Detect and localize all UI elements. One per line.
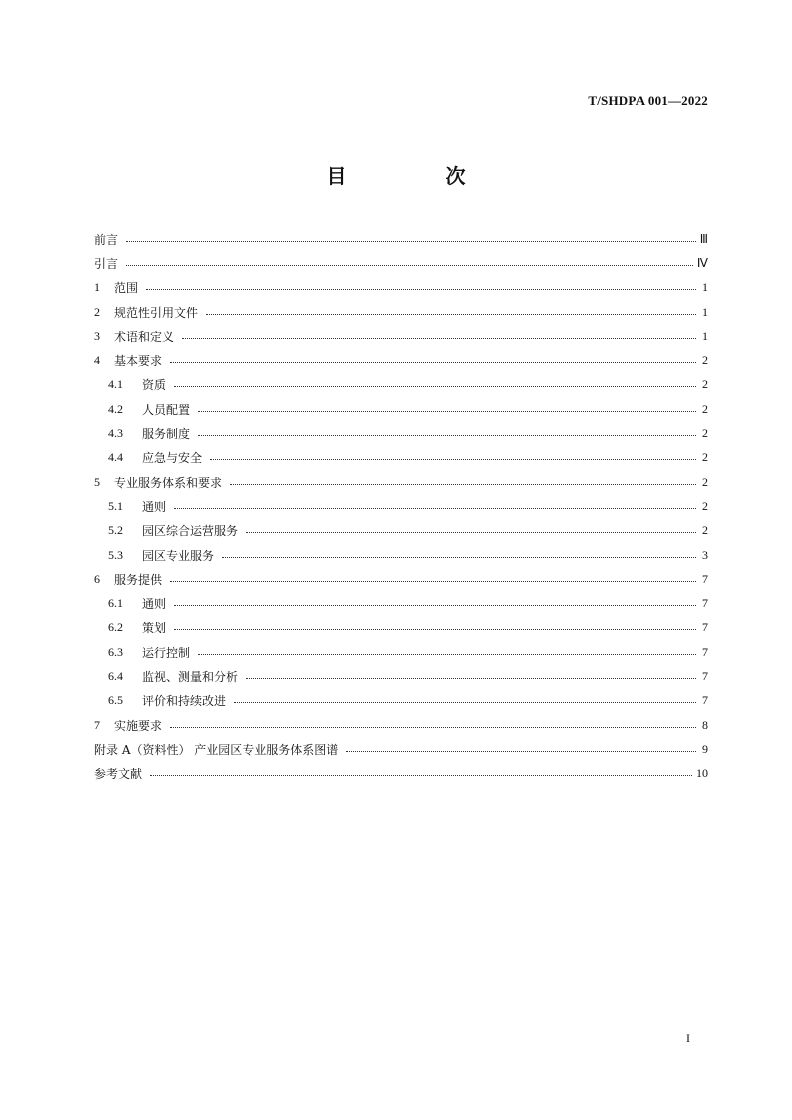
toc-dot-leader — [174, 508, 696, 509]
toc-entry-page: 1 — [702, 304, 708, 319]
toc-entry-title: 服务制度 — [142, 427, 191, 442]
toc-entry-title: 规范性引用文件 — [114, 305, 199, 320]
toc-entry-title: 园区综合运营服务 — [142, 524, 239, 539]
toc-entry-title: 评价和持续改进 — [142, 694, 227, 709]
toc-dot-leader — [246, 678, 696, 679]
toc-dot-leader — [198, 654, 696, 655]
toc-entry-title: 服务提供 — [114, 572, 163, 587]
toc-entry-number: 4 — [94, 353, 100, 368]
toc-entry-page: 7 — [702, 620, 708, 635]
toc-entry-page: 2 — [702, 523, 708, 538]
toc-entry-number: 7 — [94, 717, 100, 732]
toc-entry-page: 8 — [702, 717, 708, 732]
toc-entry[interactable] — [94, 276, 708, 300]
toc-entry[interactable] — [94, 713, 708, 737]
toc-dot-leader — [170, 362, 696, 363]
toc-entry-page: Ⅳ — [696, 255, 708, 270]
toc-entry[interactable] — [94, 421, 708, 445]
toc-dot-leader — [174, 629, 696, 630]
toc-entry[interactable] — [94, 519, 708, 543]
toc-entry-number: 4.3 — [108, 426, 123, 441]
toc-dot-leader — [170, 727, 696, 728]
toc-entry[interactable] — [94, 689, 708, 713]
toc-dot-leader — [210, 459, 696, 460]
toc-entry-page: 7 — [702, 571, 708, 586]
toc-entry-title: 策划 — [142, 621, 167, 636]
toc-entry-page: 2 — [702, 353, 708, 368]
toc-dot-leader — [346, 751, 696, 752]
toc-entry-title: 实施要求 — [114, 718, 163, 733]
toc-entry-page: 3 — [702, 547, 708, 562]
toc-entry[interactable] — [94, 591, 708, 615]
toc-entry[interactable] — [94, 664, 708, 688]
toc-entry[interactable] — [94, 324, 708, 348]
toc-dot-leader — [230, 484, 696, 485]
toc-entry-title: 专业服务体系和要求 — [114, 475, 223, 490]
toc-entry-number: 6.5 — [108, 693, 123, 708]
toc-entry-page: 2 — [702, 426, 708, 441]
toc-entry[interactable] — [94, 737, 708, 761]
toc-entry-number: 6 — [94, 571, 100, 586]
toc-dot-leader — [126, 265, 693, 266]
toc-entry-number: 6.2 — [108, 620, 123, 635]
toc-entry[interactable] — [94, 227, 708, 251]
toc-entry-number: 6.4 — [108, 668, 123, 683]
toc-entry-title: 范围 — [114, 281, 139, 296]
toc-entry-page: 2 — [702, 401, 708, 416]
toc-entry[interactable] — [94, 616, 708, 640]
toc-dot-leader — [170, 581, 696, 582]
toc-dot-leader — [182, 338, 696, 339]
toc-dot-leader — [206, 314, 696, 315]
toc-entry-title: 基本要求 — [114, 354, 163, 369]
toc-entry-number: 5.1 — [108, 498, 123, 513]
toc-dot-leader — [198, 411, 696, 412]
toc-entry-number: 4.1 — [108, 377, 123, 392]
toc-entry-page: 1 — [702, 280, 708, 295]
toc-entry-number: 1 — [94, 280, 100, 295]
toc-entry-title: 参考文献 — [94, 767, 143, 782]
toc-entry[interactable] — [94, 251, 708, 275]
toc-entry-number: 6.3 — [108, 644, 123, 659]
toc-dot-leader — [174, 386, 696, 387]
toc-entry-page: 9 — [702, 741, 708, 756]
toc-entry[interactable] — [94, 543, 708, 567]
toc-dot-leader — [246, 532, 696, 533]
toc-entry-title: 运行控制 — [142, 645, 191, 660]
toc-entry-page: Ⅲ — [699, 231, 708, 246]
toc-entry-page: 10 — [696, 766, 708, 781]
toc-entry-page: 2 — [702, 377, 708, 392]
toc-entry-title: 通则 — [142, 597, 167, 612]
toc-entry-title: 通则 — [142, 499, 167, 514]
toc-entry-page: 7 — [702, 596, 708, 611]
toc-entry[interactable] — [94, 397, 708, 421]
toc-entry[interactable] — [94, 470, 708, 494]
toc-entry-title: 术语和定义 — [114, 329, 175, 344]
toc-entry-title: 资质 — [142, 378, 167, 393]
toc-dot-leader — [174, 605, 696, 606]
toc-entry[interactable] — [94, 348, 708, 372]
toc-entry-title: 人员配置 — [142, 402, 191, 417]
toc-entry-title: 应急与安全 — [142, 451, 203, 466]
toc-entry-title: 附录 A（资料性） 产业园区专业服务体系图谱 — [94, 742, 339, 757]
page-title: 目 次 — [326, 164, 512, 188]
toc-dot-leader — [234, 702, 696, 703]
toc-entry-number: 5 — [94, 474, 100, 489]
toc-entry-title: 引言 — [94, 256, 119, 271]
toc-entry[interactable] — [94, 640, 708, 664]
toc-entry[interactable] — [94, 567, 708, 591]
toc-entry[interactable] — [94, 300, 708, 324]
toc-entry-number: 4.2 — [108, 401, 123, 416]
table-of-contents — [94, 227, 708, 786]
toc-entry-number: 4.4 — [108, 450, 123, 465]
toc-dot-leader — [126, 241, 696, 242]
toc-entry-number: 6.1 — [108, 596, 123, 611]
page-number: I — [686, 1031, 690, 1045]
toc-dot-leader — [150, 775, 692, 776]
toc-entry-number: 2 — [94, 304, 100, 319]
toc-dot-leader — [146, 289, 696, 290]
toc-entry-number: 5.3 — [108, 547, 123, 562]
toc-entry-page: 7 — [702, 668, 708, 683]
toc-entry-page: 1 — [702, 328, 708, 343]
toc-dot-leader — [198, 435, 696, 436]
toc-entry-title: 园区专业服务 — [142, 548, 215, 563]
toc-dot-leader — [222, 557, 696, 558]
toc-entry-page: 2 — [702, 474, 708, 489]
toc-entry-number: 3 — [94, 328, 100, 343]
toc-entry-title: 监视、测量和分析 — [142, 669, 239, 684]
toc-entry-page: 7 — [702, 644, 708, 659]
toc-entry[interactable] — [94, 762, 708, 786]
toc-entry-number: 5.2 — [108, 523, 123, 538]
toc-entry[interactable] — [94, 494, 708, 518]
toc-entry[interactable] — [94, 446, 708, 470]
toc-entry-page: 2 — [702, 498, 708, 513]
document-code: T/SHDPA 001—2022 — [588, 93, 708, 108]
toc-entry[interactable] — [94, 373, 708, 397]
toc-entry-page: 7 — [702, 693, 708, 708]
toc-entry-title: 前言 — [94, 232, 119, 247]
toc-entry-page: 2 — [702, 450, 708, 465]
